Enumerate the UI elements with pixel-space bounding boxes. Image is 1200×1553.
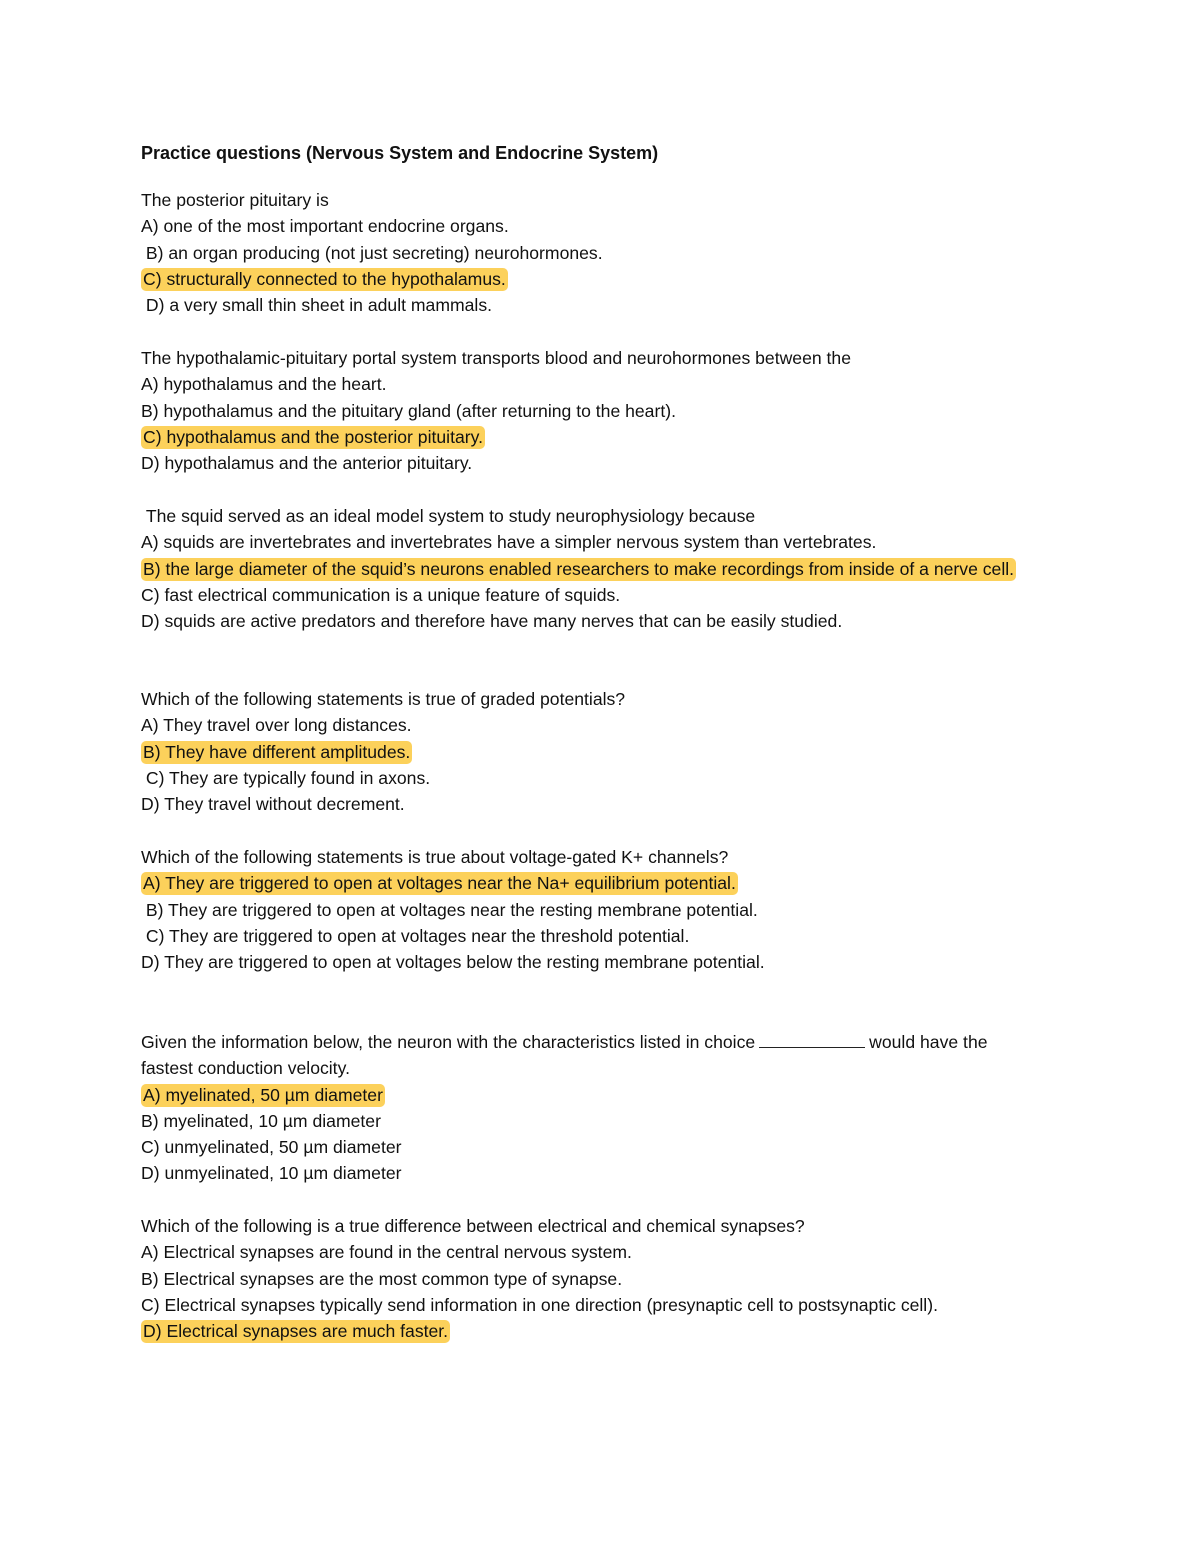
answer-option (141, 1108, 1031, 1134)
option-text: A) one of the most important endocrine organs. (141, 216, 509, 237)
option-text: B) an organ producing (not just secreting) neurohormones. (141, 242, 603, 263)
option-text: B) the large diameter of the squid’s neurons enabled researchers to make recordings from inside of a nerve cell. (143, 558, 1015, 579)
answer-blank (759, 1031, 865, 1048)
question-block (141, 686, 1031, 817)
option-text: D) a very small thin sheet in adult mammals. (141, 295, 493, 316)
answer-option (141, 949, 1031, 975)
answer-option (141, 450, 1031, 476)
answer-option (141, 608, 1031, 634)
question-block (141, 345, 1031, 476)
question-block (141, 1213, 1031, 1344)
option-text: D) Electrical synapses are much faster. (143, 1321, 449, 1342)
question-stem (141, 345, 1031, 371)
answer-option-correct (141, 739, 1031, 765)
question-stem (141, 686, 1031, 712)
option-text: C) unmyelinated, 50 µm diameter (141, 1137, 402, 1158)
answer-option (141, 582, 1031, 608)
question-block (141, 503, 1031, 634)
stem-text-after-blank: would have the fastest conduction velocity. (141, 1032, 993, 1079)
stem-text: Which of the following statements is true about voltage-gated K+ channels? (141, 847, 729, 867)
stem-text: Given the information below, the neuron with the characteristics listed in choice (141, 1032, 756, 1052)
page-title: Practice questions (Nervous System and Endocrine System) (141, 143, 659, 163)
option-text: B) hypothalamus and the pituitary gland (after returning to the heart). (141, 400, 676, 421)
option-text: C) hypothalamus and the posterior pituitary. (143, 426, 483, 447)
option-text: A) hypothalamus and the heart. (141, 374, 387, 395)
option-text: B) They are triggered to open at voltages near the resting membrane potential. (141, 899, 758, 920)
answer-option-correct (141, 266, 1031, 292)
option-text: A) They travel over long distances. (141, 715, 412, 736)
stem-text: The squid served as an ideal model system to study neurophysiology because (141, 506, 756, 526)
stem-text: Which of the following is a true difference between electrical and chemical synapses? (141, 1216, 805, 1236)
option-text: C) They are triggered to open at voltages near the threshold potential. (141, 925, 690, 946)
question-stem (141, 1029, 1031, 1082)
answer-option (141, 371, 1031, 397)
option-text: B) myelinated, 10 µm diameter (141, 1110, 381, 1131)
option-text: C) Electrical synapses typically send information in one direction (presynaptic cell to postsynaptic cell). (141, 1294, 938, 1315)
answer-option-correct (141, 1082, 1031, 1108)
stem-text: Which of the following statements is true of graded potentials? (141, 689, 626, 709)
question-block (141, 844, 1031, 975)
question-stem (141, 1213, 1031, 1239)
answer-option (141, 1292, 1031, 1318)
answer-option (141, 1239, 1031, 1265)
option-text: D) hypothalamus and the anterior pituitary. (141, 453, 473, 474)
question-block (141, 187, 1031, 318)
option-text: C) They are typically found in axons. (141, 767, 431, 788)
option-text: D) unmyelinated, 10 µm diameter (141, 1163, 402, 1184)
option-text: D) squids are active predators and therefore have many nerves that can be easily studied. (141, 611, 843, 632)
answer-option (141, 712, 1031, 738)
question-stem (141, 844, 1031, 870)
answer-option-correct (141, 870, 1031, 896)
answer-option (141, 213, 1031, 239)
option-text: D) They are triggered to open at voltages below the resting membrane potential. (141, 952, 765, 973)
option-text: A) myelinated, 50 µm diameter (143, 1084, 383, 1105)
option-text: C) fast electrical communication is a unique feature of squids. (141, 584, 621, 605)
option-text: B) They have different amplitudes. (143, 741, 411, 762)
option-text: C) structurally connected to the hypothalamus. (143, 268, 506, 289)
stem-text: The hypothalamic-pituitary portal system transports blood and neurohormones between the (141, 348, 852, 368)
answer-option (141, 897, 1031, 923)
answer-option (141, 1266, 1031, 1292)
answer-option (141, 765, 1031, 791)
question-stem (141, 187, 1031, 213)
answer-option (141, 1160, 1031, 1186)
stem-text: The posterior pituitary is (141, 190, 329, 210)
option-text: B) Electrical synapses are the most common type of synapse. (141, 1268, 623, 1289)
option-text: A) Electrical synapses are found in the central nervous system. (141, 1242, 632, 1263)
answer-option-correct (141, 424, 1031, 450)
option-text: D) They travel without decrement. (141, 794, 405, 815)
answer-option (141, 292, 1031, 318)
answer-option (141, 1134, 1031, 1160)
option-text: A) They are triggered to open at voltages near the Na+ equilibrium potential. (143, 873, 736, 894)
answer-option-correct (141, 556, 1031, 582)
answer-option (141, 240, 1031, 266)
answer-option (141, 529, 1031, 555)
answer-option-correct (141, 1318, 1031, 1344)
answer-option (141, 398, 1031, 424)
question-block (141, 1029, 1031, 1187)
option-text: A) squids are invertebrates and invertebrates have a simpler nervous system than vertebrates. (141, 532, 877, 553)
question-stem (141, 503, 1031, 529)
answer-option (141, 791, 1031, 817)
answer-option (141, 923, 1031, 949)
